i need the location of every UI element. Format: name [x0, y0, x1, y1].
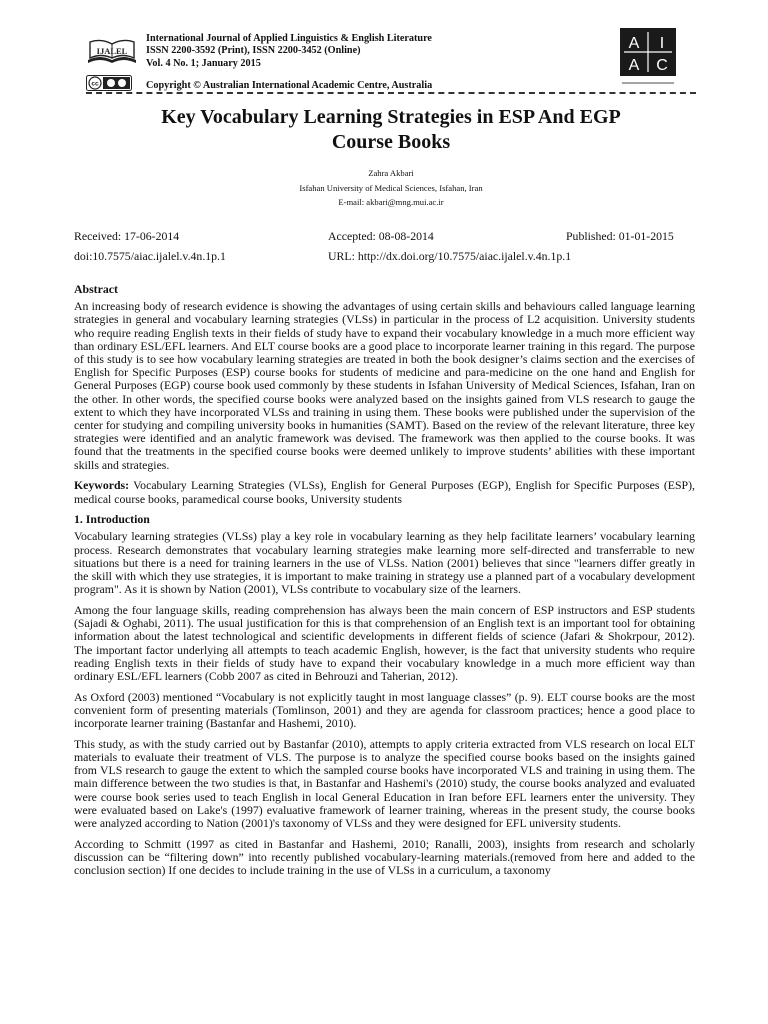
article-title: [86, 105, 696, 155]
published-date: Published: 01-01-2015: [566, 229, 674, 243]
author-block: [86, 166, 696, 210]
keywords-label: Keywords:: [74, 478, 130, 493]
aiac-letter-4: C: [656, 57, 668, 74]
header-divider: [86, 92, 696, 94]
journal-name: International Journal of Applied Linguistics & English Literature: [146, 33, 432, 44]
cc-license-icon: [86, 75, 132, 91]
journal-issn: ISSN 2200-3592 (Print), ISSN 2200-3452 (Online): [146, 45, 361, 57]
aiac-logo: [620, 28, 676, 90]
keywords-text: Vocabulary Learning Strategies (VLSs), English for General Purposes (EGP), English for Specific Purposes (ESP), medical course books, paramedical course books, University students: [74, 478, 695, 506]
introduction-heading: 1. Introduction: [74, 512, 150, 527]
received-date: Received: 17-06-2014: [74, 229, 180, 243]
author-email: E-mail: akbari@mng.mui.ac.ir: [338, 197, 444, 208]
accepted-date: Accepted: 08-08-2014: [328, 229, 434, 243]
intro-paragraph-5: According to Schmitt (1997 as cited in Bastanfar and Hashemi, 2010; Ranalli, 2003), insights from research and scholarly discussion can be “filtering down” into recently published vocabulary-learning materials.(removed from here and added to the conclusion section) If one decides to include training in the use of VLSs in a curriculum, a taxonomy: [74, 836, 695, 878]
intro-paragraph-2: Among the four language skills, reading comprehension has always been the main concern of ESP instructors and ESP students (Sajadi & Oghabi, 2011). The usual justification for this is that comprehension of an English text is an important tool for obtaining information about the latest technological and scientific developments in different fields of science (Jafari & Shokrpour, 2012). The important factor underlying all attempts to teach academic English, however, is the fact that university students who require reading English texts in their fields of study have to expand their vocabulary knowledge in a much more efficient way than ordinary ESL/EFL learners (Cobb 2007 as cited in Behrouzi and Taherian, 2012).: [74, 602, 695, 683]
author-affiliation: Isfahan University of Medical Sciences, Isfahan, Iran: [299, 182, 483, 193]
journal-volume: Vol. 4 No. 1; January 2015: [146, 57, 261, 69]
aiac-letter-1: A: [628, 35, 640, 52]
author-name: Zahra Akbari: [368, 168, 414, 178]
intro-paragraph-1: Vocabulary learning strategies (VLSs) play a key role in vocabulary learning as they help facilitate learners’ vocabulary learning process. Research demonstrates that vocabulary learning strategies make learning more self-directed and transferrable to new situations but there is a need for training learners in the use of VLSs. Nation (2001) believes that since "learners differ greatly in the skill with which they use strategies, it is important to make training in strategy use a planned part of a vocabulary development program". As it is shown by Nation (2001), VLSs contribute to vocabulary size of the learners.: [74, 529, 695, 597]
title-line-1: Key Vocabulary Learning Strategies in ESP And EGP: [161, 106, 621, 128]
cc-logo-text: cc: [91, 80, 99, 88]
abstract-text: An increasing body of research evidence is showing the advantages of using certain skills and behaviours called language learning strategies in general and vocabulary learning strategies (VLSs) in particular in the process of L2 acquisition. University students who require reading English texts in their fields of study have to expand their vocabulary knowledge in a much more efficient way than ordinary ESL/EFL learners. And ELT course books are a good place to incorporate learner training in this regard. The purpose of this study is to see how vocabulary learning strategies are treated in both the book designer’s claims section and the exercises of English for Specific Purposes (ESP) course books for students of medicine and para-medicine on the one hand and English for General Purposes (EGP) course book used commonly by these students in Isfahan University of Medical Sciences, Isfahan, Iran on the other. In other words, the specified course books were analyzed based on the insights gained from VLS research to gauge the extent to which they have incorporated VLSs and training in using them. These books were published under the supervision of the center for studying and compiling university books in humanities (SAMT). Based on the review of the relevant literature, three key strategies were identified and an analytic framework was devised. The framework was then applied to the course books. It was found that the treatments in the specified course books were deemed unlikely to improve students’ abilities with these important skills and strategies.: [74, 299, 695, 472]
aiac-letter-2: I: [659, 35, 665, 52]
article-body: [74, 283, 695, 885]
copyright-line: Copyright © Australian International Academic Centre, Australia: [146, 80, 433, 91]
ijalel-logo-text: IJALEL: [96, 46, 128, 56]
article-url[interactable]: URL: http://dx.doi.org/10.7575/aiac.ijalel.v.4n.1p.1: [328, 249, 572, 263]
title-line-2: Course Books: [331, 131, 451, 153]
keywords: [74, 479, 695, 505]
aiac-letter-3: A: [628, 57, 640, 74]
intro-paragraph-3: As Oxford (2003) mentioned “Vocabulary is not explicitly taught in most language classes” (p. 9). ELT course books are the most convenient form of presenting materials (Tomlinson, 2001) and they are agenda for classroom practices; hence a good place to incorporate learner training (Bastanfar and Hashemi, 2010).: [74, 689, 695, 731]
journal-info: [146, 33, 432, 70]
journal-header: [0, 0, 768, 96]
doi: doi:10.7575/aiac.ijalel.v.4n.1p.1: [74, 249, 226, 263]
ijalel-logo: [86, 36, 138, 66]
intro-paragraph-4: This study, as with the study carried out by Bastanfar (2010), attempts to apply criteria extracted from VLS research on local ELT materials to evaluate their treatment of VLS. The purpose is to analyze the specified course books based on the insights gained from VLS research to gauge the extent to which the sampled course books have incorporated VLS and training in using them. The main difference between the two studies is that, in Bastanfar and Hashemi's (2010) study, the course books analyzed and evaluated were course book series used to teach English in local General Education in Iran before EFL learners enter the university. They were evaluated based on Lake's (1997) evaluative framework of learner training, whereas in the present study, the course books were analyzed according to Nation (2001)'s taxonomy of VLSs and they were designed for EFL university students.: [74, 736, 695, 831]
abstract-heading: Abstract: [74, 282, 118, 296]
